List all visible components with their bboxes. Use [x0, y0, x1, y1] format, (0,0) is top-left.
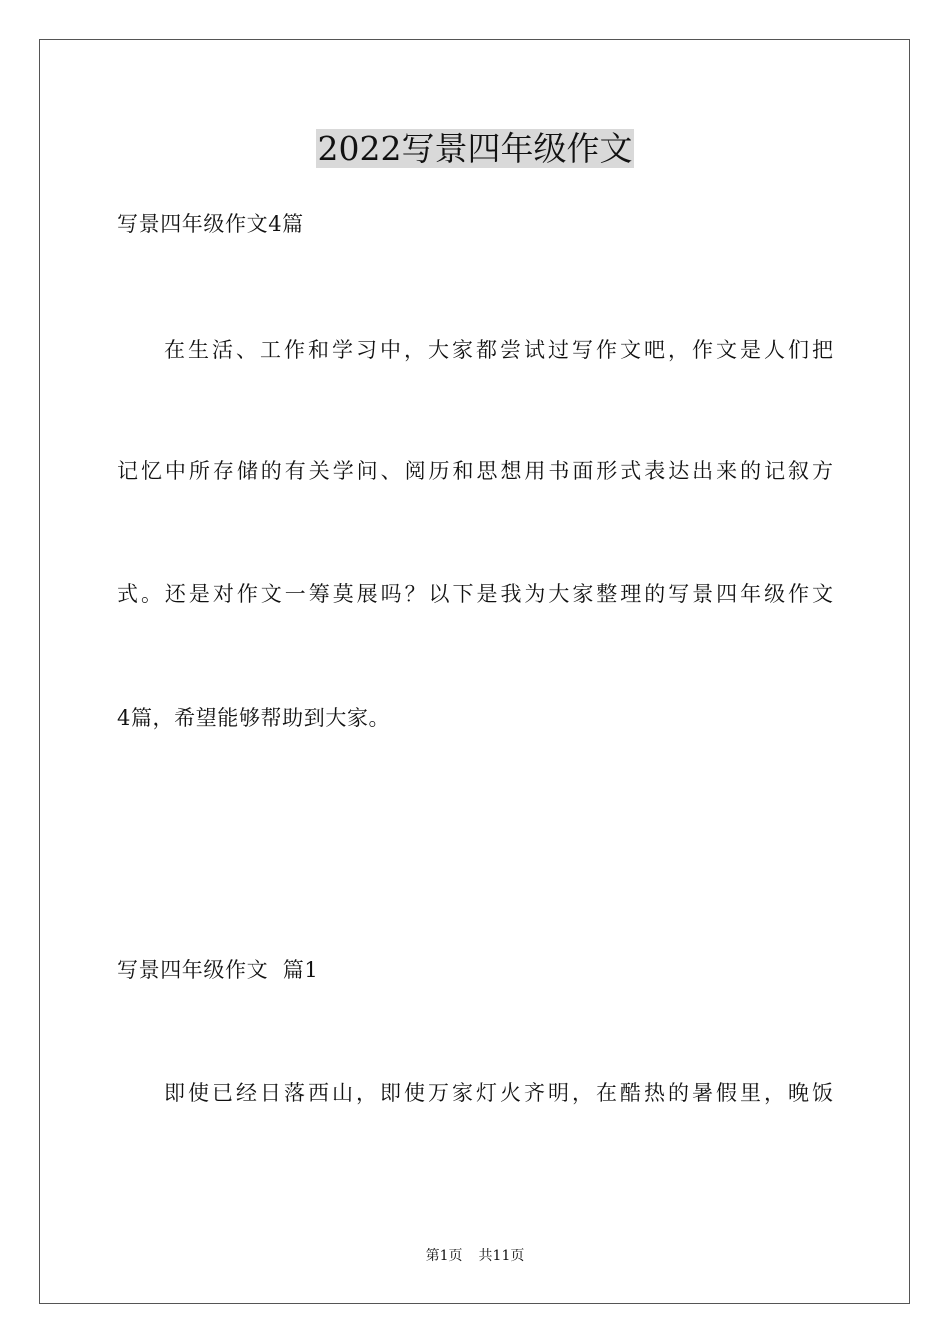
document-subtitle: 写景四年级作文4篇 — [117, 212, 304, 236]
document-title-text: 2022写景四年级作文 — [317, 129, 633, 168]
paragraph-line: 在生活、工作和学习中，大家都尝试过写作文吧，作文是人们把 — [164, 338, 833, 362]
page-total: 共11页 — [478, 1248, 525, 1264]
page-number: 第1页 — [425, 1248, 463, 1264]
document-title — [0, 128, 950, 170]
paragraph-line: 记忆中所存储的有关学问、阅历和思想用书面形式表达出来的记叙方 — [117, 459, 833, 483]
paragraph-line: 即使已经日落西山，即使万家灯火齐明，在酷热的暑假里，晚饭 — [164, 1081, 833, 1105]
paragraph-line: 式。还是对作文一筹莫展吗？以下是我为大家整理的写景四年级作文 — [117, 582, 833, 606]
paragraph-line: 4篇，希望能够帮助到大家。 — [117, 706, 391, 730]
section-heading: 写景四年级作文 篇1 — [117, 958, 319, 982]
page-footer — [0, 1246, 950, 1266]
